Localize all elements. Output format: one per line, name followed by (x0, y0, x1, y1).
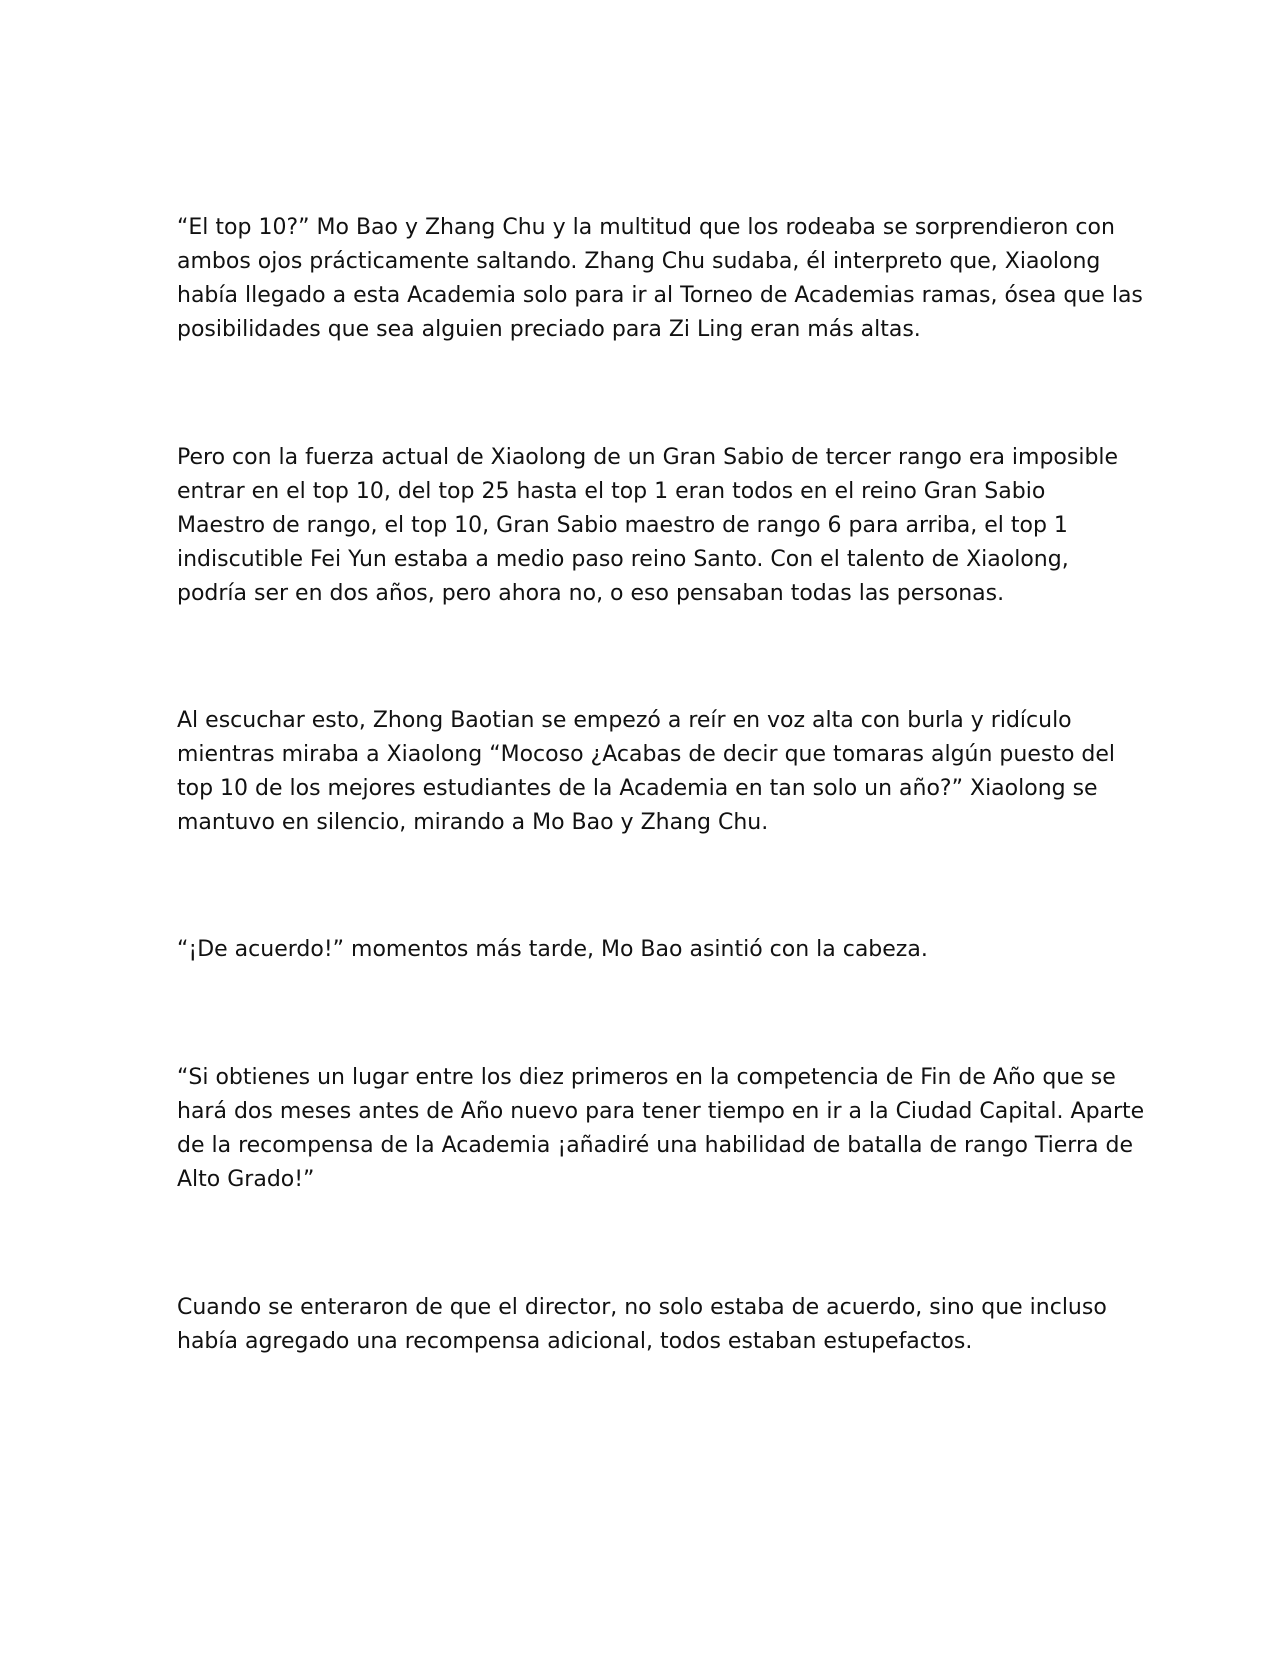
paragraph-line: Al escuchar esto, Zhong Baotian se empezó a reír en voz alta con burla y ridículo (177, 708, 1072, 733)
paragraph-line: mantuvo en silencio, mirando a Mo Bao y Zhang Chu. (177, 810, 769, 835)
paragraph-line: Pero con la fuerza actual de Xiaolong de un Gran Sabio de tercer rango era imposible (177, 445, 1119, 470)
paragraph-3 (177, 704, 1117, 840)
paragraph-line: ambos ojos prácticamente saltando. Zhang Chu sudaba, él interpreto que, Xiaolong (177, 249, 1101, 274)
paragraph-line: Alto Grado!” (177, 1167, 315, 1192)
paragraph-line: indiscutible Fei Yun estaba a medio paso reino Santo. Con el talento de Xiaolong, (177, 547, 1069, 572)
paragraph-line: Maestro de rango, el top 10, Gran Sabio maestro de rango 6 para arriba, el top 1 (177, 513, 1068, 538)
paragraph-5 (177, 1061, 1145, 1197)
paragraph-line: “Si obtienes un lugar entre los diez primeros en la competencia de Fin de Año que se (177, 1065, 1116, 1090)
paragraph-line: de la recompensa de la Academia ¡añadiré una habilidad de batalla de rango Tierra de (177, 1133, 1133, 1158)
paragraph-4 (177, 933, 1117, 967)
paragraph-6 (177, 1291, 1117, 1359)
paragraph-line: entrar en el top 10, del top 25 hasta el top 1 eran todos en el reino Gran Sabio (177, 479, 1046, 504)
paragraph-line: top 10 de los mejores estudiantes de la Academia en tan solo un año?” Xiaolong se (177, 776, 1098, 801)
paragraph-line: “¡De acuerdo!” momentos más tarde, Mo Bao asintió con la cabeza. (177, 937, 928, 962)
paragraph-line: había llegado a esta Academia solo para ir al Torneo de Academias ramas, ósea que las (177, 283, 1143, 308)
paragraph-line: “El top 10?” Mo Bao y Zhang Chu y la multitud que los rodeaba se sorprendieron con (177, 215, 1115, 240)
paragraph-line: mientras miraba a Xiaolong “Mocoso ¿Acabas de decir que tomaras algún puesto del (177, 742, 1116, 767)
paragraph-line: posibilidades que sea alguien preciado para Zi Ling eran más altas. (177, 317, 921, 342)
paragraph-line: Cuando se enteraron de que el director, no solo estaba de acuerdo, sino que incluso (177, 1295, 1107, 1320)
paragraph-line: había agregado una recompensa adicional, todos estaban estupefactos. (177, 1329, 973, 1354)
paragraph-1 (177, 211, 1143, 347)
paragraph-2 (177, 441, 1117, 611)
paragraph-line: hará dos meses antes de Año nuevo para tener tiempo en ir a la Ciudad Capital. Aparte (177, 1099, 1145, 1124)
paragraph-line: podría ser en dos años, pero ahora no, o eso pensaban todas las personas. (177, 581, 1005, 606)
